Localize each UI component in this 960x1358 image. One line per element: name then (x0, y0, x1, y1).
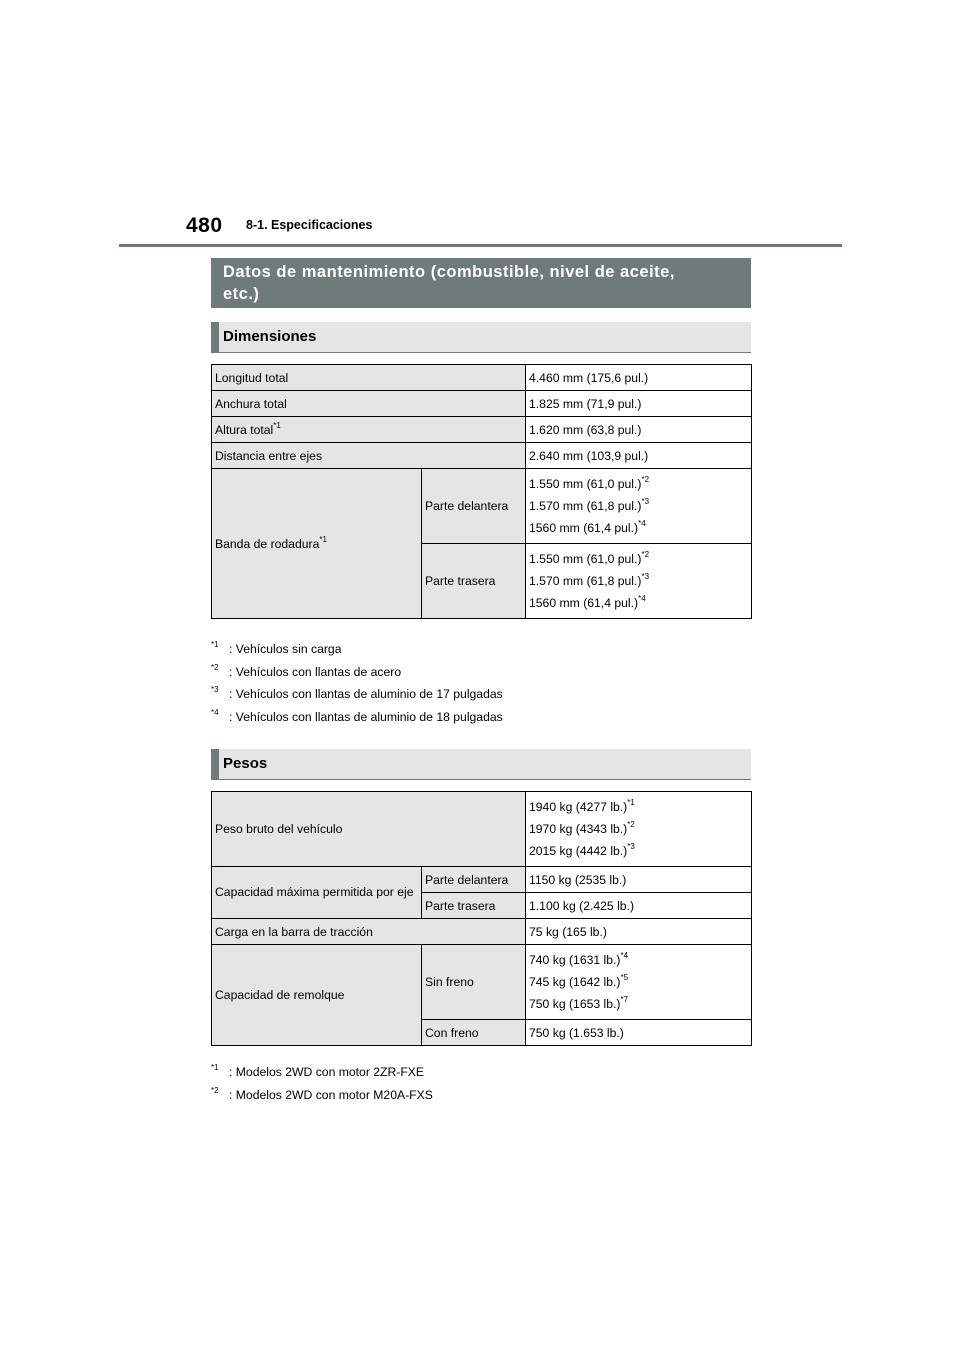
row-value: 4.460 mm (175,6 pul.) (526, 365, 752, 391)
row-label: Capacidad de remolque (212, 945, 422, 1046)
table-row (212, 867, 752, 893)
sub-label: Parte delantera (422, 867, 526, 893)
sub-label: Sin freno (422, 945, 526, 1020)
weights-footnotes (211, 1063, 433, 1108)
row-value: 750 kg (1.653 lb.) (526, 1020, 752, 1046)
row-value: 1150 kg (2535 lb.) (526, 867, 752, 893)
row-value: 75 kg (165 lb.) (526, 919, 752, 945)
value-line: 750 kg (1653 lb.)$^{*7}$ (529, 995, 629, 1011)
row-label: Altura total (215, 422, 274, 437)
row-label: Banda de rodadura (215, 536, 320, 551)
row-value: 1.620 mm (63,8 pul.) (526, 417, 752, 443)
main-section-banner (211, 258, 751, 308)
footnote-ref: *1 (273, 420, 281, 430)
dimensions-footnotes (211, 640, 503, 731)
footnote: $^{*2}$ : Vehículos con llantas de acero (211, 662, 402, 679)
footnote: $^{*2}$ : Modelos 2WD con motor M20A-FXS (211, 1085, 433, 1102)
row-label: Distancia entre ejes (212, 443, 526, 469)
sub-label: Parte delantera (422, 469, 526, 544)
value-line: 1.550 mm (61,0 pul.)$^{*2}$ (529, 475, 650, 491)
row-label: Peso bruto del vehículo (212, 792, 526, 867)
row-label: Carga en la barra de tracción (212, 919, 526, 945)
table-row (212, 469, 752, 544)
value-line: 1560 mm (61,4 pul.)$^{*4}$ (529, 594, 646, 610)
multi-value-cell (526, 544, 752, 619)
row-label: Anchura total (212, 391, 526, 417)
section-title: 8-1. Especificaciones (246, 218, 373, 232)
value-line: 1.570 mm (61,8 pul.)$^{*3}$ (529, 572, 650, 588)
table-row (212, 417, 752, 443)
weights-table (211, 791, 752, 1046)
table-row (212, 391, 752, 417)
header-rule (119, 244, 842, 247)
banner-line-1: Datos de mantenimiento (combustible, nivel de aceite, (223, 263, 675, 281)
tread-label-cell (212, 469, 422, 619)
dimensions-table (211, 364, 752, 619)
value-line: 1.550 mm (61,0 pul.)$^{*2}$ (529, 550, 650, 566)
page-number: 480 (186, 214, 223, 237)
value-line: 1560 mm (61,4 pul.)$^{*4}$ (529, 519, 646, 535)
value-line: 1940 kg (4277 lb.)$^{*1}$ (529, 798, 635, 814)
sub-label: Con freno (422, 1020, 526, 1046)
row-value: 1.825 mm (71,9 pul.) (526, 391, 752, 417)
sub-label: Parte trasera (422, 893, 526, 919)
value-line: 1970 kg (4343 lb.)$^{*2}$ (529, 820, 635, 836)
weights-heading (211, 749, 751, 780)
weights-heading-label: Pesos (223, 755, 268, 772)
value-line: 740 kg (1631 lb.)$^{*4}$ (529, 951, 629, 967)
table-row (212, 919, 752, 945)
multi-value-cell (526, 945, 752, 1020)
multi-value-cell (526, 792, 752, 867)
dimensions-heading (211, 322, 751, 353)
row-label: Capacidad máxima permitida por eje (212, 867, 422, 919)
heading-accent-bar (211, 322, 219, 352)
sub-label: Parte trasera (422, 544, 526, 619)
row-label-cell (212, 417, 526, 443)
row-label: Longitud total (212, 365, 526, 391)
footnote: $^{*4}$ : Vehículos con llantas de aluminio de 18 pulgadas (211, 708, 503, 725)
footnote: $^{*3}$ : Vehículos con llantas de aluminio de 17 pulgadas (211, 685, 503, 702)
banner-line-2: etc.) (223, 285, 260, 303)
table-row (212, 365, 752, 391)
table-row (212, 443, 752, 469)
table-row (212, 792, 752, 867)
footnote: $^{*1}$ : Vehículos sin carga (211, 640, 342, 656)
table-row (212, 945, 752, 1020)
value-line: 1.570 mm (61,8 pul.)$^{*3}$ (529, 497, 650, 513)
heading-accent-bar (211, 749, 219, 779)
value-line: 745 kg (1642 lb.)$^{*5}$ (529, 973, 629, 989)
multi-value-cell (526, 469, 752, 544)
row-value: 2.640 mm (103,9 pul.) (526, 443, 752, 469)
footnote-ref: *1 (319, 534, 327, 544)
footnote: $^{*1}$ : Modelos 2WD con motor 2ZR-FXE (211, 1063, 425, 1079)
row-value: 1.100 kg (2.425 lb.) (526, 893, 752, 919)
dimensions-heading-label: Dimensiones (223, 328, 317, 345)
value-line: 2015 kg (4442 lb.)$^{*3}$ (529, 842, 635, 858)
